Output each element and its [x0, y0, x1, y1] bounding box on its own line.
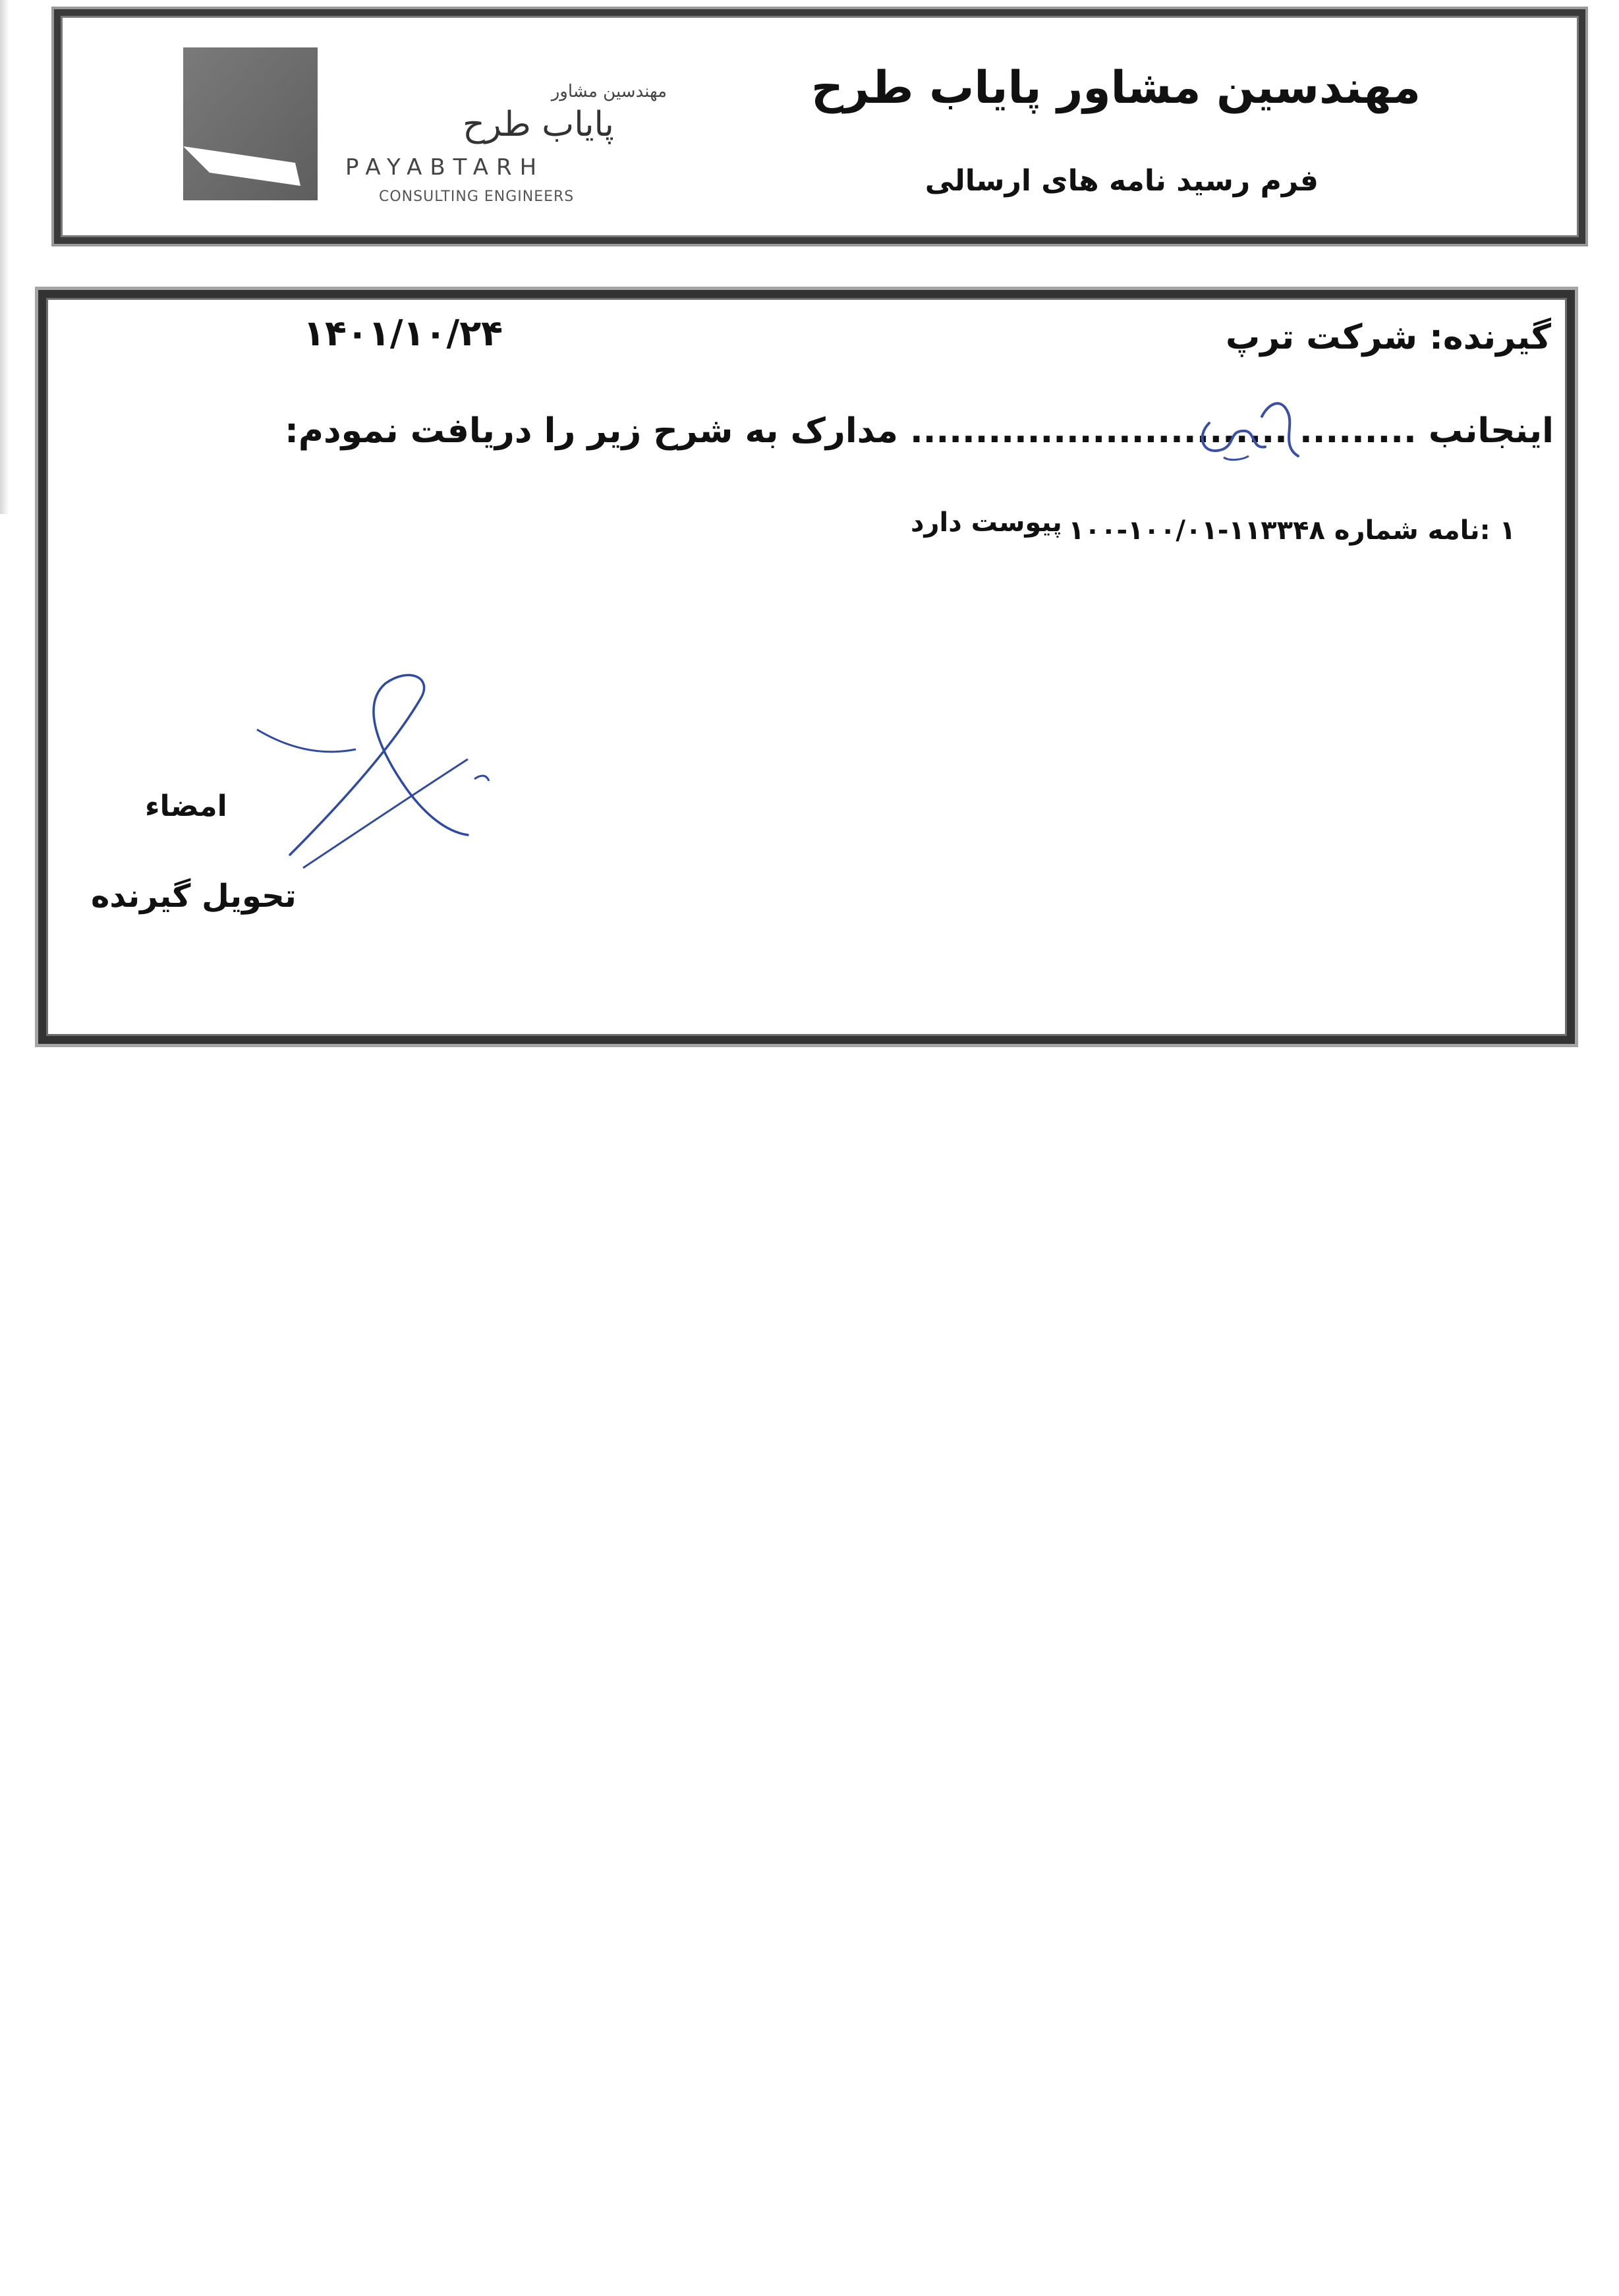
attachment-note: پیوست دارد — [911, 507, 1062, 538]
company-name: مهندسین مشاور پایاب طرح — [811, 62, 1421, 114]
date-field: ۱۴۰۱/۱۰/۲۴ — [303, 312, 503, 354]
letterhead-box — [54, 9, 1585, 244]
receipt-box — [38, 290, 1575, 1044]
logo-english-name: PAYABTARH — [345, 154, 545, 181]
recipient-line: گیرنده: شرکت ترپ — [1226, 318, 1551, 357]
delivery-recipient-label: تحویل گیرنده — [91, 878, 297, 915]
logo-persian-subtitle: مهندسین مشاور — [551, 82, 667, 101]
form-title: فرم رسید نامه های ارسالی — [924, 164, 1319, 198]
letter-item: ۱ :نامه شماره ۱۱۳۳۴۸-۱۰۰/۰۱-۱۰۰ — [1068, 515, 1516, 546]
handwritten-name-icon — [1183, 384, 1315, 482]
company-logo-icon — [183, 47, 318, 200]
receipt-statement: اینجانب ......... ............................. مدارک به شرح زیر را دریافت نمودم: — [285, 411, 1554, 451]
logo-persian-name: پایاب طرح — [463, 105, 614, 144]
scan-edge-shadow — [0, 0, 9, 514]
signature-label: امضاء — [145, 789, 227, 823]
logo-english-subtitle: CONSULTING ENGINEERS — [379, 188, 575, 205]
signature-icon — [244, 670, 507, 888]
